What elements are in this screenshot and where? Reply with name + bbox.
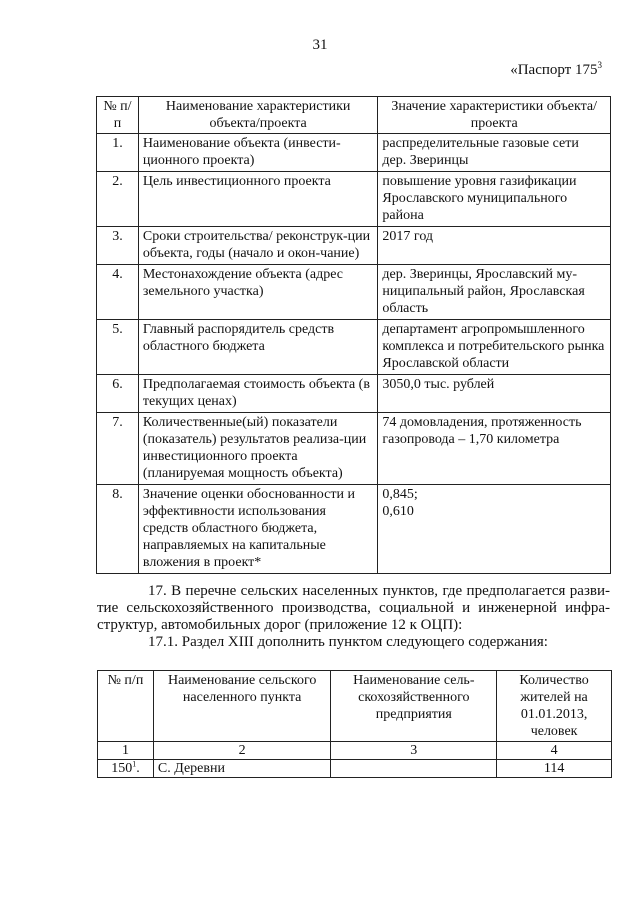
header-enterprise: Наименование сель-скохозяйственного предприятия	[331, 671, 497, 742]
row-name: Значение оценки обоснованности и эффективности использования средств областного бюджета, направляемых на капитальные вложения в проект*	[138, 485, 378, 574]
passport-heading	[510, 62, 602, 79]
row-number-value: 150	[111, 761, 133, 776]
row-value: департамент агропромышленного комплекса и потребительского рынка Ярославской области	[378, 320, 611, 375]
table-row	[97, 265, 611, 320]
header-characteristic-value: Значение характеристики объекта/проекта	[378, 97, 611, 134]
row-number: 1.	[97, 134, 139, 172]
table-row	[97, 227, 611, 265]
column-index: 3	[331, 742, 497, 760]
table-header-row	[98, 671, 612, 742]
passport-table	[96, 96, 611, 574]
row-value: 3050,0 тыс. рублей	[378, 375, 611, 413]
row-value: распределительные газовые сети дер. Зверинцы	[378, 134, 611, 172]
table-row	[97, 375, 611, 413]
header-population: Количество жителей на 01.01.2013, человек	[497, 671, 612, 742]
row-value-line: 0,845;	[382, 487, 418, 502]
header-characteristic-name: Наименование характеристики объекта/проекта	[138, 97, 378, 134]
row-number-superscript: 1	[132, 759, 137, 769]
row-number-suffix: .	[136, 761, 140, 776]
column-index-row	[98, 742, 612, 760]
table-row	[97, 320, 611, 375]
column-index: 2	[153, 742, 331, 760]
row-number: 6.	[97, 375, 139, 413]
row-value	[378, 485, 611, 574]
row-number: 4.	[97, 265, 139, 320]
passport-superscript: 3	[597, 60, 602, 70]
row-number	[98, 760, 154, 778]
row-name: Количественные(ый) показатели (показатель) результатов реализа-ции инвестиционного проекта (планируемая мощность объекта)	[138, 413, 378, 485]
table-row	[97, 172, 611, 227]
row-enterprise	[331, 760, 497, 778]
row-settlement: С. Деревни	[153, 760, 331, 778]
row-population: 114	[497, 760, 612, 778]
page-number: 31	[312, 37, 328, 53]
row-name: Местонахождение объекта (адрес земельного участка)	[138, 265, 378, 320]
row-name: Главный распорядитель средств областного бюджета	[138, 320, 378, 375]
row-number: 7.	[97, 413, 139, 485]
row-value-line: 0,610	[382, 504, 414, 519]
table-header-row	[97, 97, 611, 134]
column-index: 4	[497, 742, 612, 760]
row-name: Сроки строительства/ реконструк-ции объекта, годы (начало и окон-чание)	[138, 227, 378, 265]
table-row	[97, 485, 611, 574]
column-index: 1	[98, 742, 154, 760]
table-row	[97, 134, 611, 172]
header-number: № п/п	[97, 97, 139, 134]
row-number: 2.	[97, 172, 139, 227]
row-value: дер. Зверинцы, Ярославский му-ниципальный район, Ярославская область	[378, 265, 611, 320]
header-number: № п/п	[98, 671, 154, 742]
row-value: 74 домовладения, протяженность газопровода – 1,70 километра	[378, 413, 611, 485]
row-name: Цель инвестиционного проекта	[138, 172, 378, 227]
row-value: 2017 год	[378, 227, 611, 265]
table-row	[97, 413, 611, 485]
settlements-table	[97, 670, 612, 778]
row-name: Наименование объекта (инвести-ционного проекта)	[138, 134, 378, 172]
table-row	[98, 760, 612, 778]
header-settlement: Наименование сельского населенного пункта	[153, 671, 331, 742]
passport-label: «Паспорт 175	[510, 62, 598, 78]
row-name: Предполагаемая стоимость объекта (в текущих ценах)	[138, 375, 378, 413]
row-value: повышение уровня газификации Ярославского муниципального района	[378, 172, 611, 227]
paragraph-17-1: 17.1. Раздел XIII дополнить пунктом следующего содержания:	[148, 634, 548, 650]
row-number: 5.	[97, 320, 139, 375]
row-number: 8.	[97, 485, 139, 574]
paragraph-17: 17. В перечне сельских населенных пунктов, где предполагается разви-тие сельскохозяйственного производства, социальной и инженерной инфра-структур, автомобильных дорог (приложение 12 к ОЦП):	[97, 583, 610, 633]
row-number: 3.	[97, 227, 139, 265]
